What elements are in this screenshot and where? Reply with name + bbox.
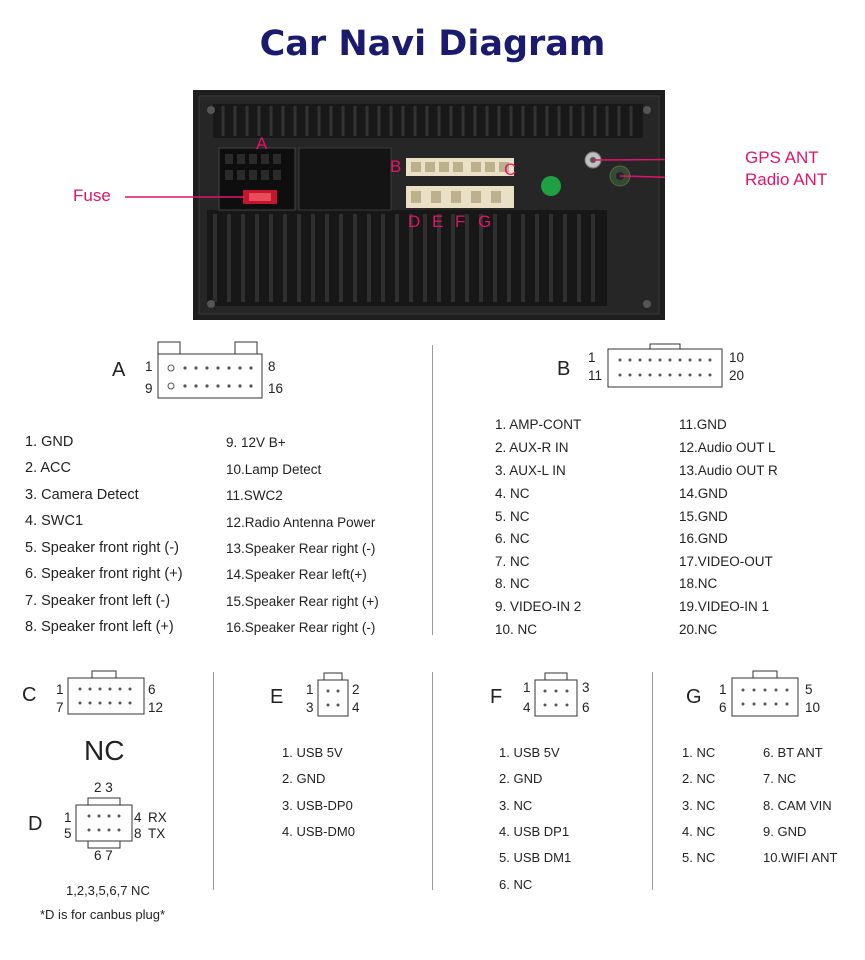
- divider-ce: [213, 672, 214, 890]
- pin-list-item: 6. NC: [499, 877, 533, 892]
- pin-list-item: 2. GND: [499, 771, 543, 786]
- pin-list-item: 6. NC: [495, 531, 530, 546]
- pin-list-item: 5. NC: [682, 850, 716, 865]
- pin-list-item: 11.SWC2: [226, 488, 283, 503]
- pin-list-item: 16.GND: [679, 531, 728, 546]
- pin-list-item: 4. USB DP1: [499, 824, 570, 839]
- pin-list-item: 8. Speaker front left (+): [25, 619, 174, 635]
- connector-b-label: B: [557, 358, 571, 380]
- pin-list-item: 5. NC: [495, 509, 530, 524]
- pin-list-item: 9. VIDEO-IN 2: [495, 599, 582, 614]
- connector-d-pin5: 5: [64, 826, 72, 841]
- pin-list-item: 4. NC: [682, 824, 716, 839]
- connector-e-pin2: 2: [352, 682, 360, 697]
- connector-d-pin8: 8: [134, 826, 142, 841]
- connector-d-symbol: [74, 797, 134, 849]
- connector-c-pin7: 7: [56, 700, 64, 715]
- connector-g-pin10: 10: [805, 700, 821, 715]
- pin-list-item: 2. AUX-R IN: [495, 440, 569, 455]
- pin-list-item: 1. USB 5V: [282, 745, 343, 760]
- page-title: Car Navi Diagram: [259, 24, 606, 64]
- pin-list-item: 4. USB-DM0: [282, 824, 355, 839]
- connector-e-pin3: 3: [306, 700, 314, 715]
- pin-list-item: 1. NC: [682, 745, 716, 760]
- connector-c-pin6: 6: [148, 682, 156, 697]
- connector-g-symbol: [730, 670, 800, 718]
- connector-b-symbol: [606, 343, 726, 389]
- connector-g-pin6: 6: [719, 700, 727, 715]
- connector-f-label: F: [490, 686, 503, 708]
- connector-c-label: C: [22, 684, 37, 706]
- photo-label-f: F: [455, 212, 466, 231]
- pin-list-item: 13.Audio OUT R: [679, 463, 778, 478]
- connector-d-pin1: 1: [64, 810, 72, 825]
- pin-list-item: 13.Speaker Rear right (-): [226, 541, 376, 556]
- pin-list-item: 12.Radio Antenna Power: [226, 515, 376, 530]
- connector-g-pin1: 1: [719, 682, 727, 697]
- divider-ab: [432, 345, 433, 635]
- pin-list-item: 9. 12V B+: [226, 435, 286, 450]
- pin-list-item: 3. NC: [682, 798, 716, 813]
- photo-label-a: A: [256, 134, 268, 153]
- connector-a-symbol: [155, 340, 267, 402]
- connector-d-pin67: 6 7: [94, 848, 113, 863]
- connector-a-label: A: [112, 359, 126, 381]
- connector-c-pin1: 1: [56, 682, 64, 697]
- connector-e-symbol: [316, 672, 350, 718]
- pin-list-item: 7. NC: [495, 554, 530, 569]
- pin-list-item: 15.GND: [679, 509, 728, 524]
- connector-e-pin4: 4: [352, 700, 360, 715]
- pin-list-item: 19.VIDEO-IN 1: [679, 599, 770, 614]
- connector-d-tx: TX: [148, 826, 166, 841]
- connector-f-pin6: 6: [582, 700, 590, 715]
- photo-label-g: G: [478, 212, 492, 231]
- pin-list-item: 17.VIDEO-OUT: [679, 554, 773, 569]
- head-unit-photo: [193, 90, 665, 320]
- connector-a-pin1: 1: [145, 359, 153, 374]
- connector-c-symbol: [66, 670, 146, 716]
- photo-label-c: C: [504, 160, 517, 179]
- pin-list-item: 16.Speaker Rear right (-): [226, 620, 376, 635]
- connector-f-pin4: 4: [523, 700, 531, 715]
- pin-list-item: 5. Speaker front right (-): [25, 540, 179, 556]
- connector-c-pin12: 12: [148, 700, 164, 715]
- pin-list-item: 10.WIFI ANT: [763, 850, 838, 865]
- pin-list-item: 1. AMP-CONT: [495, 417, 582, 432]
- connector-g-label: G: [686, 686, 702, 708]
- pin-list-item: 5. USB DM1: [499, 850, 572, 865]
- pin-list-item: 18.NC: [679, 576, 718, 591]
- pin-list-item: 4. SWC1: [25, 513, 84, 529]
- connector-b-pin10: 10: [729, 350, 745, 365]
- fuse-label: Fuse: [73, 186, 111, 205]
- pin-list-item: 8. CAM VIN: [763, 798, 832, 813]
- pin-list-item: 3. USB-DP0: [282, 798, 353, 813]
- photo-label-b: B: [390, 157, 402, 176]
- divider-fg: [652, 672, 653, 890]
- head-unit-illustration: [193, 90, 665, 320]
- radio-ant-label: Radio ANT: [745, 170, 828, 189]
- pin-list-item: 3. Camera Detect: [25, 487, 139, 503]
- fuse-pointer-line: [125, 196, 245, 200]
- connector-a-pin16: 16: [268, 381, 284, 396]
- connector-a-pin8: 8: [268, 359, 276, 374]
- pin-list-item: 12.Audio OUT L: [679, 440, 776, 455]
- connector-b-pin1: 1: [588, 350, 596, 365]
- connector-d-rx: RX: [148, 810, 167, 825]
- photo-label-d: D: [408, 212, 421, 231]
- pin-list-item: 6. BT ANT: [763, 745, 823, 760]
- pin-list-item: 10.Lamp Detect: [226, 462, 322, 477]
- connector-d-pin23: 2 3: [94, 780, 113, 795]
- pin-list-item: 20.NC: [679, 622, 718, 637]
- pin-list-item: 7. NC: [763, 771, 797, 786]
- connector-e-label: E: [270, 686, 284, 708]
- connector-a-pin9: 9: [145, 381, 153, 396]
- pin-list-item: 3. AUX-L IN: [495, 463, 566, 478]
- connector-d-note: 1,2,3,5,6,7 NC: [66, 883, 150, 898]
- pin-list-item: 11.GND: [679, 417, 727, 432]
- connector-d-pin4: 4: [134, 810, 142, 825]
- divider-ef: [432, 672, 433, 890]
- pin-list-item: 2. NC: [682, 771, 716, 786]
- photo-label-e: E: [432, 212, 444, 231]
- pin-list-item: 4. NC: [495, 486, 530, 501]
- connector-c-note: NC: [84, 735, 125, 766]
- connector-b-pin20: 20: [729, 368, 745, 383]
- connector-f-pin3: 3: [582, 680, 590, 695]
- pin-list-item: 10. NC: [495, 622, 538, 637]
- pin-list-item: 1. USB 5V: [499, 745, 560, 760]
- connector-e-pin1: 1: [306, 682, 314, 697]
- connector-f-pin1: 1: [523, 680, 531, 695]
- pin-list-item: 2. GND: [282, 771, 326, 786]
- pin-list-item: 7. Speaker front left (-): [25, 593, 171, 609]
- pin-list-item: 1. GND: [25, 434, 74, 450]
- pin-list-item: 2. ACC: [25, 460, 71, 476]
- pin-list-item: 14.GND: [679, 486, 728, 501]
- connector-d-label: D: [28, 813, 43, 835]
- connector-b-pin11: 11: [588, 368, 603, 383]
- pin-list-item: 15.Speaker Rear right (+): [226, 594, 379, 609]
- pin-list-item: 14.Speaker Rear left(+): [226, 567, 367, 582]
- pin-list-item: 6. Speaker front right (+): [25, 566, 183, 582]
- pin-list-item: 9. GND: [763, 824, 807, 839]
- pin-list-item: 3. NC: [499, 798, 533, 813]
- connector-g-pin5: 5: [805, 682, 813, 697]
- gps-ant-label: GPS ANT: [745, 148, 819, 167]
- connector-d-footnote: *D is for canbus plug*: [40, 907, 166, 922]
- connector-f-symbol: [533, 672, 579, 718]
- pin-list-item: 8. NC: [495, 576, 530, 591]
